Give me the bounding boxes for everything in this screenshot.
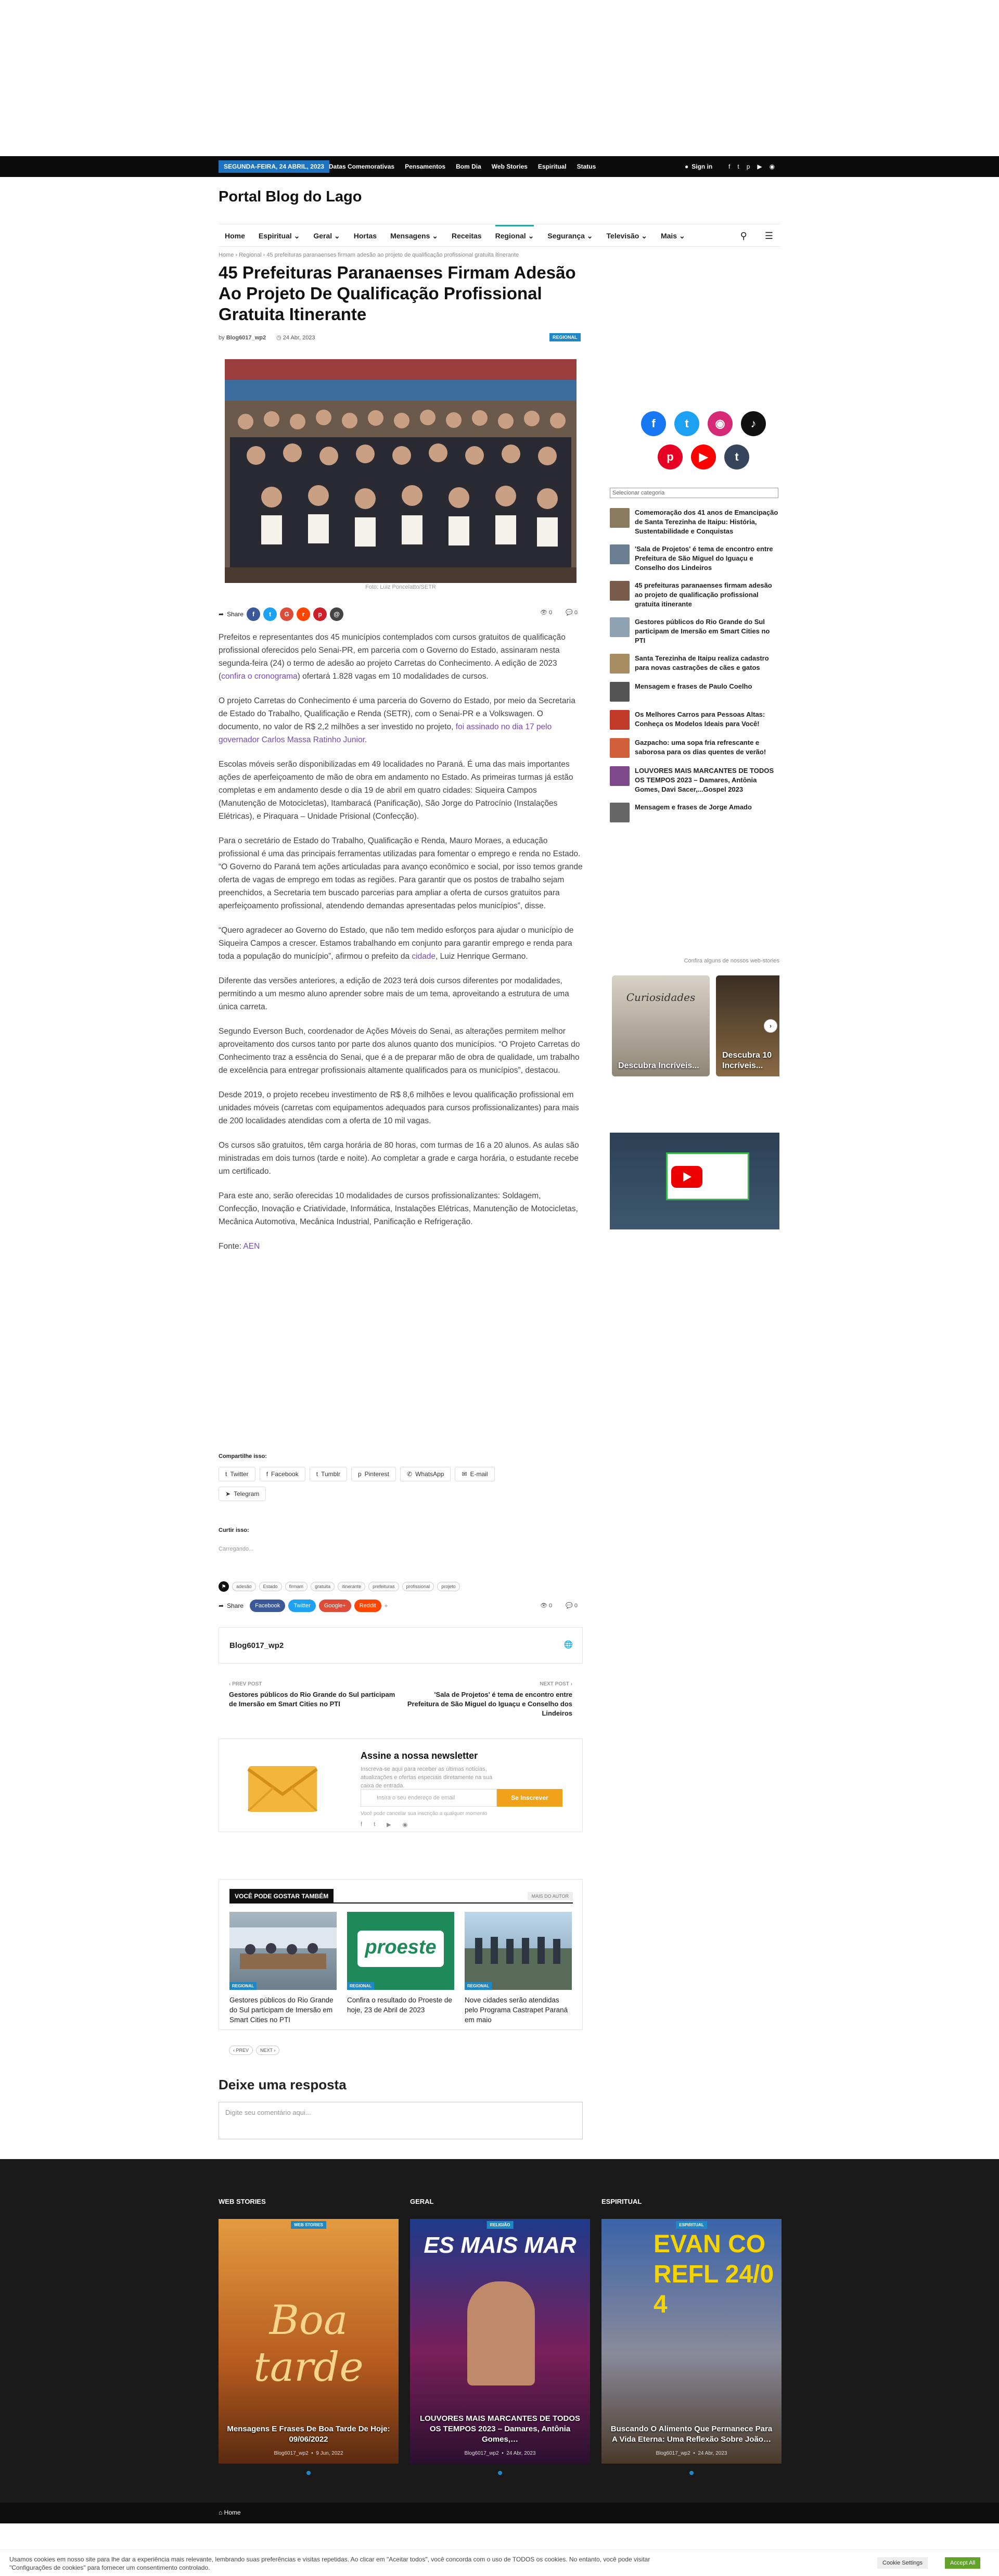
footer-card-meta: Blog6017_wp2 • 24 Abr, 2023: [464, 2451, 536, 2456]
newsletter-subscribe-button[interactable]: Se Inscrever: [497, 1789, 562, 1807]
article-title: 45 Prefeituras Paranaenses Firmam Adesão Ao Projeto De Qualificação Profissional Gratuita Itinerante: [219, 263, 576, 324]
article-paragraph: Desde 2019, o projeto recebeu investimento de R$ 8,6 milhões e levou qualificação profissional em unidades móveis (carretas com equipamentos adequados para cursos profissionalizantes) para mais de 200 localidades atendidas com a oferta de 10 mil vagas.: [219, 1090, 579, 1125]
twitter-share-icon[interactable]: t: [263, 607, 277, 621]
related-pager: [229, 2046, 279, 2055]
signin-link[interactable]: ● Sign in: [685, 163, 713, 170]
tag-item[interactable]: profissional: [402, 1582, 434, 1591]
google-share-button[interactable]: Google+: [319, 1600, 351, 1612]
author-box: [219, 1627, 583, 1664]
tag-list: [219, 1581, 583, 1592]
share-section: [219, 1453, 583, 1506]
share-bar-top: [219, 606, 583, 623]
carousel-dot[interactable]: [498, 2471, 502, 2475]
article-paragraph: O projeto Carretas do Conhecimento é uma parceria do Governo do Estado, por meio da Secretaria de Estado do Trabalho, Qualificação e Renda (SETR), com o Senai-PR e a Volkswagen. O documento, no valor de R$ 2,2 milhões a ser investido no projeto, foi assinado no dia 17 pelo governador Carlos Massa Ratinho Junior.: [219, 696, 575, 744]
top-link-pensamentos[interactable]: Pensamentos: [405, 163, 446, 170]
related-header: VOCÊ PODE GOSTAR TAMBÉM: [229, 1889, 334, 1904]
footer-col-heading: WEB STORIES: [219, 2198, 266, 2205]
footer-card-overlay: ES MAIS MAR: [424, 2232, 577, 2258]
nav-mais[interactable]: Mais ⌄: [660, 231, 685, 240]
sidebar-thumb: [610, 581, 630, 601]
category-badge[interactable]: REGIONAL: [549, 333, 581, 341]
footer-card-meta: Blog6017_wp2 • 24 Abr, 2023: [656, 2451, 727, 2456]
pinterest-icon[interactable]: p: [658, 445, 683, 469]
sidebar-thumb: [610, 710, 630, 730]
more-from-author-tab[interactable]: MAIS DO AUTOR: [528, 1892, 573, 1900]
article-link[interactable]: AEN: [243, 1242, 260, 1251]
web-story-overlay: Curiosidades: [626, 991, 696, 1004]
related-badge: REGIONAL: [465, 1982, 492, 1990]
cookie-settings-button[interactable]: Cookie Settings: [877, 2557, 928, 2569]
article-link[interactable]: confira o cronograma: [221, 672, 298, 681]
related-item[interactable]: [347, 1912, 454, 2015]
views-count: 👁 0: [540, 610, 553, 616]
facebook-share-button[interactable]: Facebook: [250, 1600, 285, 1612]
sidebar-post[interactable]: Santa Terezinha de Itaipu realiza cadastro para novas castrações de cães e gatos: [610, 654, 779, 674]
footer-card[interactable]: [601, 2219, 782, 2464]
web-story-title: Descubra 10 Incríveis...: [722, 1051, 772, 1070]
article-body: [219, 631, 583, 1264]
article-paragraph: “Quero agradecer ao Governo do Estado, que não tem medido esforços para ajudar o município de Siqueira Campos a crescer. Estamos trabalhando em conjunto para garantir emprego e renda para toda a população do município”, afirmou o prefeito da cidade, Luiz Henrique Germano.: [219, 926, 574, 961]
footer-card-badge: ESPIRITUAL: [676, 2221, 707, 2229]
reddit-share-button[interactable]: Reddit: [354, 1600, 381, 1612]
web-story-title: Descubra Incríveis...: [618, 1061, 699, 1070]
email-share-icon[interactable]: @: [330, 607, 343, 621]
sidebar-social: [631, 411, 776, 469]
like-label: Curtir isso:: [219, 1527, 249, 1533]
next-post-label[interactable]: NEXT POST ›: [540, 1681, 572, 1687]
play-icon[interactable]: [671, 1166, 702, 1188]
carousel-dot[interactable]: [689, 2471, 694, 2475]
tag-item[interactable]: adesão: [232, 1582, 256, 1591]
main-nav: [219, 224, 780, 247]
footer-card-badge: RELIGIÃO: [487, 2221, 514, 2229]
cookie-bar: [0, 2549, 999, 2576]
youtube-icon[interactable]: ▶: [387, 1822, 391, 1828]
twitter-icon[interactable]: t: [737, 163, 739, 170]
top-link-datas[interactable]: Datas Comemorativas: [329, 163, 395, 170]
article-paragraph: Segundo Everson Buch, coordenador de Ações Móveis do Senai, as alterações permitem melhor aproveitamento dos cursos tanto por parte dos alunos quanto dos municípios. “O Projeto Carretas do Conhecimento traz a essência do Senai, que é a de preparar mão de obra de qualidade, um trabalho de excelência para entregar profissionais altamente qualificados para os municípios”, destacou.: [219, 1027, 580, 1075]
footer-card-title: Mensagens E Frases De Boa Tarde De Hoje: 09/06/2022: [227, 2425, 390, 2444]
tag-item[interactable]: itinerante: [338, 1582, 365, 1591]
share-bar-bottom: [219, 1598, 583, 1614]
post-date: ◷ 24 Abr, 2023: [276, 335, 315, 341]
comments-count[interactable]: 💬 0: [566, 610, 578, 616]
related-thumb: [347, 1912, 454, 1990]
related-prev-button[interactable]: ‹ PREV: [229, 2046, 253, 2055]
newsletter-desc: Inscreva-se aqui para receber as últimas notícias, atualizações e ofertas especiais diretamente na sua caixa de entrada.: [361, 1766, 493, 1789]
related-thumb: [465, 1912, 572, 1990]
comments-count[interactable]: 💬 0: [566, 1603, 578, 1609]
facebook-icon[interactable]: f: [361, 1821, 363, 1828]
footer-col-espiritual: [601, 2198, 782, 2475]
top-link-bom-dia[interactable]: Bom Dia: [456, 163, 481, 170]
article-paragraph: Prefeitos e representantes dos 45 municípios contemplados com cursos gratuitos de qualificação profissional oferecidos pelo Senai-PR, em parceria com o Governo do Estado, assinaram nesta segunda-feira (24) o termo de adesão ao projeto Carretas do Conhecimento. A edição de 2023 (confira o cronograma) ofertará 1.828 vagas em 10 modalidades de cursos.: [219, 633, 566, 681]
footer-card-title: LOUVORES MAIS MARCANTES DE TODOS OS TEMPOS 2023 – Damares, Antônia Gomes,…: [419, 2414, 581, 2444]
share-icon: ➦: [219, 1602, 224, 1609]
footer-card-title: Buscando O Alimento Que Permanece Para A Vida Eterna: Uma Reflexão Sobre João…: [610, 2425, 773, 2444]
author-link[interactable]: by Blog6017_wp2: [219, 334, 266, 341]
share-whatsapp-button[interactable]: ✆ WhatsApp: [400, 1467, 451, 1481]
youtube-icon[interactable]: ▶: [757, 163, 762, 170]
related-posts: [219, 1879, 583, 2030]
share-icon: ➦: [219, 611, 224, 618]
youtube-icon[interactable]: ▶: [691, 445, 716, 469]
tag-icon: ⚑: [219, 1581, 229, 1592]
next-post-title[interactable]: 'Sala de Projetos' é tema de encontro entre Prefeitura de São Miguel do Iguaçu e Conselho dos Lindeiros: [407, 1691, 572, 1717]
web-stories-carousel: [610, 975, 779, 1076]
footer-card-meta: Blog6017_wp2 • 9 Jun, 2022: [274, 2451, 343, 2456]
sidebar-thumb: [610, 617, 630, 637]
newsletter-box: [219, 1739, 583, 1832]
footer-col-web-stories: [219, 2198, 399, 2475]
nav-receitas[interactable]: Receitas: [451, 232, 482, 240]
featured-image: [225, 359, 577, 583]
sidebar-thumb: [610, 766, 630, 786]
carousel-next-icon[interactable]: ›: [764, 1019, 777, 1033]
related-item[interactable]: [229, 1912, 337, 2025]
article-paragraph: Diferente das versões anteriores, a edição de 2023 terá dois cursos diferentes por modalidades, permitindo a um mesmo aluno aprender sobre mais de um tema, aproveitando a estrutura de uma única carreta.: [219, 976, 569, 1011]
sidebar-thumb: [610, 803, 630, 822]
prev-post-label[interactable]: ‹ PREV POST: [229, 1681, 262, 1687]
tag-item[interactable]: firmam: [285, 1582, 308, 1591]
related-badge: REGIONAL: [229, 1982, 257, 1990]
top-link-espiritual[interactable]: Espiritual: [537, 163, 567, 170]
tag-item[interactable]: prefeituras: [368, 1582, 399, 1591]
related-item[interactable]: [465, 1912, 572, 2025]
proeste-logo: proeste: [357, 1931, 444, 1967]
footer-card[interactable]: [219, 2219, 399, 2464]
article-paragraph: Para o secretário de Estado do Trabalho, Qualificação e Renda, Mauro Moraes, a educação profissional é uma das principais ferramentas utilizadas para fomentar o emprego e renda no Estado. “O Governo do Paraná tem ações articuladas para avanço econômico e social, por isso temos grande oferta de vagas de emprego em todas as regiões. Para garantir que os postos de trabalho sejam preenchidos, a Secretaria tem buscado parcerias para ampliar a oferta de cursos gratuitos para aperfeiçoamento profissional, atendendo demandas apresentadas pelos municípios”, disse.: [219, 836, 583, 910]
article-meta: [219, 334, 583, 341]
reply-title: Deixe uma resposta: [219, 2077, 347, 2092]
footer-home-link[interactable]: ⌂ Home: [219, 2509, 241, 2516]
sidebar-thumb: [610, 682, 630, 702]
reddit-share-icon[interactable]: r: [297, 607, 310, 621]
footer-col-heading: GERAL: [410, 2198, 434, 2205]
tag-item[interactable]: gratuita: [311, 1582, 335, 1591]
sidebar-post[interactable]: 45 prefeituras paranaenses firmam adesão ao projeto de qualificação profissional gratuita itinerante: [610, 581, 779, 609]
globe-icon[interactable]: 🌐: [563, 1640, 573, 1648]
sidebar-post[interactable]: Os Melhores Carros para Pessoas Altas: Conheça os Modelos Ideais para Você!: [610, 710, 779, 730]
envelope-icon: [246, 1762, 319, 1814]
twitter-share-button[interactable]: Twitter: [288, 1600, 315, 1612]
sidebar-post[interactable]: LOUVORES MAIS MARCANTES DE TODOS OS TEMPOS 2023 – Damares, Antônia Gomes, Davi Sacer,...Gospel 2023: [610, 766, 779, 794]
sidebar-thumb: [610, 508, 630, 528]
facebook-icon[interactable]: f: [641, 411, 666, 436]
article-paragraph: Para este ano, serão oferecidas 10 modalidades de cursos profissionalizantes: Soldagem, Confecção, Inovação e Criatividade, Informática, Instalações Elétricas, Manutenção de Motocicletas, Mecânica Automotiva, Mecânica Industrial, Panificação e Refrigeração.: [219, 1191, 578, 1226]
footer-card-overlay: Boa tarde: [253, 2297, 364, 2391]
instagram-icon[interactable]: ◉: [708, 411, 733, 436]
footer-col-geral: [410, 2198, 590, 2475]
top-link-status[interactable]: Status: [577, 163, 596, 170]
image-caption: Foto: Luiz Poncelatto/SETR: [365, 584, 436, 590]
top-link-web-stories[interactable]: Web Stories: [491, 163, 528, 170]
instagram-icon[interactable]: ◉: [769, 163, 775, 170]
tiktok-icon[interactable]: ♪: [741, 411, 766, 436]
nav-seguranca[interactable]: Segurança ⌄: [547, 231, 593, 240]
footer-card[interactable]: [410, 2219, 590, 2464]
group-photo: [225, 359, 577, 583]
newsletter-email-input[interactable]: Insira o seu endereço de email: [361, 1789, 497, 1807]
tag-item[interactable]: projeto: [437, 1582, 460, 1591]
pinterest-icon[interactable]: p: [746, 163, 750, 170]
facebook-icon[interactable]: f: [728, 163, 731, 170]
nav-mensagens[interactable]: Mensagens ⌄: [390, 231, 438, 240]
share-email-button[interactable]: ✉ E-mail: [455, 1467, 494, 1481]
sidebar-post[interactable]: Mensagem e frases de Paulo Coelho: [610, 682, 779, 702]
share-facebook-button[interactable]: f Facebook: [260, 1467, 305, 1481]
post-navigation: [219, 1681, 583, 1723]
web-story-card[interactable]: [612, 975, 710, 1076]
carousel-dot[interactable]: [306, 2471, 311, 2475]
related-thumb: [229, 1912, 337, 1990]
sidebar-post[interactable]: Comemoração dos 41 anos de Emancipação de Santa Terezinha de Itaipu: História, Sustentabilidade e Conquistas: [610, 508, 779, 536]
loading-text: Carregando...: [219, 1546, 254, 1552]
article-paragraph: Escolas móveis serão disponibilizadas em 49 localidades no Paraná. É uma das mais importantes ações de aperfeiçoamento de mão de obra em andamento no Estado. As primeiras turmas já estão completas e em andamento desde o dia 19 de abril em quatro cidades: Siqueira Campos (Manutenção de Motocicletas), Itambaracá (Panificação), São Jorge do Patrocínio (Instalações Elétricas), e Piraquara – Unidade Prisional (Confecção).: [219, 760, 573, 821]
comment-textarea[interactable]: Digite seu comentário aqui...: [219, 2102, 583, 2139]
related-badge: REGIONAL: [347, 1982, 374, 1990]
share-tumblr-button[interactable]: t Tumblr: [310, 1467, 347, 1481]
share-label: Share: [227, 611, 244, 618]
newsletter-note: Você pode cancelar sua inscrição a qualquer momento: [361, 1811, 488, 1817]
share-pinterest-button[interactable]: p Pinterest: [351, 1467, 396, 1481]
twitter-icon[interactable]: t: [374, 1821, 376, 1828]
sidebar-thumb: [610, 738, 630, 758]
tag-item[interactable]: Estado: [259, 1582, 282, 1591]
article-paragraph: Os cursos são gratuitos, têm carga horária de 80 horas, com turmas de 16 a 20 alunos. As aulas são ministradas em dois turnos (tarde e noite). Ao completar a grade e carga horária, o estudante recebe um certificado.: [219, 1141, 579, 1176]
facebook-share-icon[interactable]: f: [247, 607, 260, 621]
related-next-button[interactable]: NEXT ›: [256, 2046, 279, 2055]
facebook-icon: f: [266, 1470, 268, 1478]
nav-hortas[interactable]: Hortas: [353, 232, 377, 240]
site-title[interactable]: Portal Blog do Lago: [219, 188, 362, 205]
nav-regional[interactable]: Regional ⌄: [495, 225, 534, 240]
web-stories-label: Confira alguns de nossos web-stories: [684, 958, 779, 964]
nav-televisao[interactable]: Televisão ⌄: [606, 231, 647, 240]
sidebar-post[interactable]: Mensagem e frases de Jorge Amado: [610, 803, 779, 822]
sidebar-post[interactable]: Gazpacho: uma sopa fria refrescante e saborosa para os dias quentes de verão!: [610, 738, 779, 758]
sub-footer: [0, 2503, 999, 2523]
nav-home[interactable]: Home: [225, 232, 245, 240]
article-paragraph: Fonte: AEN: [219, 1242, 260, 1251]
nav-geral[interactable]: Geral ⌄: [313, 231, 340, 240]
author-name[interactable]: Blog6017_wp2: [229, 1641, 284, 1650]
more-share-button[interactable]: +: [384, 1602, 388, 1609]
sidebar-recent-posts: [610, 508, 779, 831]
related-title: Nove cidades serão atendidas pelo Programa Castrapet Paraná em maio: [465, 1996, 568, 2024]
nav-espiritual[interactable]: Espiritual ⌄: [258, 231, 300, 240]
share-twitter-button[interactable]: t Twitter: [219, 1467, 255, 1481]
date-badge: SEGUNDA-FEIRA, 24 ABRIL, 2023: [219, 160, 329, 173]
cookie-text: Usamos cookies em nosso site para lhe dar a experiência mais relevante, lembrando suas preferências e visitas repetidas. Ao clicar em "Aceitar todos", você concorda com o uso de TODOS os cookies. No entanto, você pode visitar "Configurações de cookies" para fornecer um consentimento controlado.: [9, 2556, 650, 2571]
video-widget[interactable]: [610, 1133, 779, 1229]
views-count: 👁 0: [540, 1603, 553, 1609]
sidebar-thumb: [610, 654, 630, 674]
user-icon: ●: [685, 163, 689, 170]
whatsapp-icon: ✆: [407, 1470, 413, 1478]
share-section-label: Compartilhe isso:: [219, 1453, 267, 1460]
sidebar-post[interactable]: 'Sala de Projetos' é tema de encontro entre Prefeitura de São Miguel do Iguaçu e Conselho dos Lindeiros: [610, 544, 779, 573]
footer-col-heading: ESPIRITUAL: [601, 2198, 642, 2205]
cookie-accept-button[interactable]: Accept All: [945, 2557, 980, 2569]
telegram-icon: ➤: [225, 1490, 231, 1498]
tumblr-icon[interactable]: t: [724, 445, 749, 469]
pinterest-icon: p: [357, 1470, 362, 1478]
footer-card-badge: WEB STORIES: [291, 2221, 326, 2229]
top-links: [329, 156, 596, 177]
footer-card-overlay: EVAN CO REFL 24/04: [654, 2230, 774, 2318]
article-link[interactable]: cidade: [412, 952, 436, 961]
top-bar: [0, 156, 999, 177]
breadcrumb: Home › Regional › 45 prefeituras paranaenses firmam adesão ao projeto de qualificação profissional gratuita itinerante: [219, 252, 519, 258]
search-icon[interactable]: ⚲: [740, 230, 747, 241]
email-icon: ✉: [462, 1470, 467, 1478]
singer-photo: [467, 2281, 535, 2385]
related-title: Gestores públicos do Rio Grande do Sul participam de Imersão em Smart Cities no PTI: [229, 1996, 334, 2024]
sidebar-post[interactable]: Gestores públicos do Rio Grande do Sul participam de Imersão em Smart Cities no PTI: [610, 617, 779, 645]
category-select[interactable]: Selecionar categoria: [610, 488, 778, 498]
google-share-icon[interactable]: G: [280, 607, 293, 621]
twitter-icon: t: [225, 1470, 227, 1478]
twitter-icon[interactable]: t: [674, 411, 699, 436]
prev-post-title[interactable]: Gestores públicos do Rio Grande do Sul participam de Imersão em Smart Cities no PTI: [229, 1691, 395, 1708]
related-title: Confira o resultado do Proeste de hoje, 23 de Abril de 2023: [347, 1996, 452, 2014]
share-telegram-button[interactable]: ➤ Telegram: [219, 1487, 266, 1501]
instagram-icon[interactable]: ◉: [402, 1822, 408, 1828]
article-link[interactable]: foi assinado no dia 17 pelo governador Carlos Massa Ratinho Junior: [219, 722, 552, 744]
pinterest-share-icon[interactable]: p: [313, 607, 327, 621]
top-social: [728, 156, 775, 177]
tumblr-icon: t: [316, 1470, 318, 1478]
hamburger-menu-icon[interactable]: ☰: [764, 230, 773, 241]
share-label: Share: [227, 1602, 244, 1609]
newsletter-title: Assine a nossa newsletter: [361, 1750, 478, 1761]
sidebar-thumb: [610, 544, 630, 564]
